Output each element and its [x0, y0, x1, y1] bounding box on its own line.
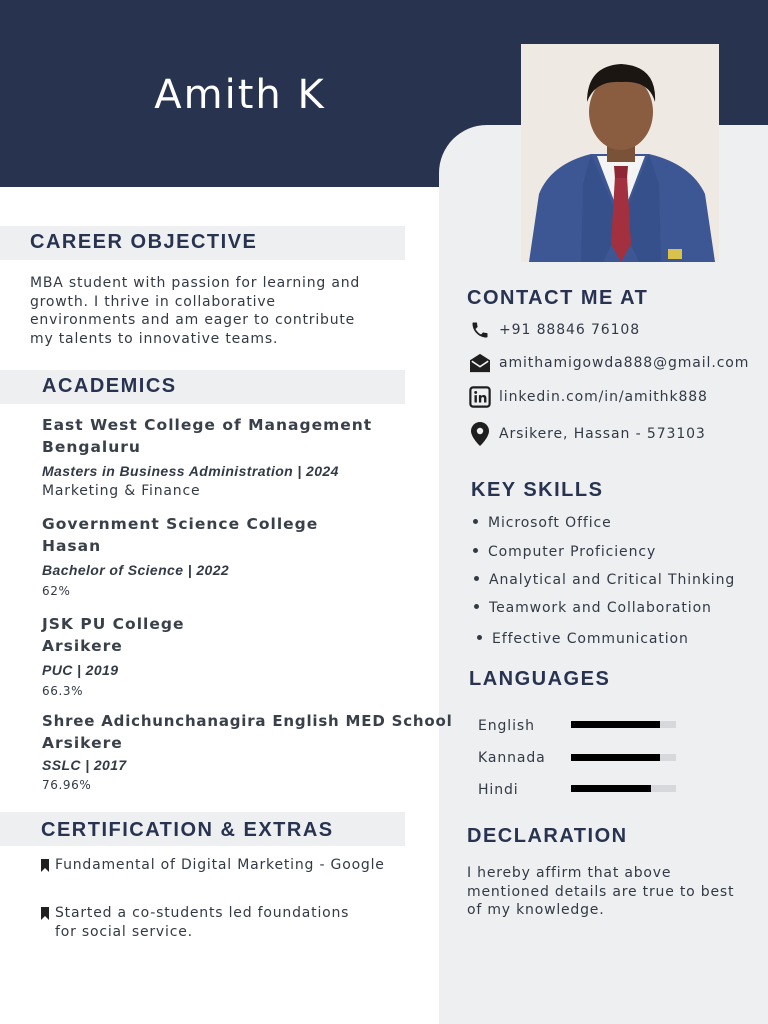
language-level-bar — [571, 785, 676, 792]
declaration-text: I hereby affirm that above mentioned details are true to best of my knowledge. — [467, 865, 735, 918]
phone-icon — [468, 319, 492, 341]
academic-detail: 76.96% — [42, 778, 92, 792]
academic-institution: East West College of Management — [42, 416, 373, 434]
skill-item — [477, 631, 689, 647]
academic-degree: Masters in Business Administration | 2024 — [42, 463, 339, 479]
linkedin-icon — [468, 386, 492, 408]
language-name: English — [478, 718, 535, 734]
academic-institution: Government Science College — [42, 515, 319, 533]
academic-location: Hasan — [42, 537, 102, 555]
language-level-fill — [571, 721, 660, 728]
bookmark-icon — [41, 859, 49, 872]
map-pin-icon — [468, 423, 492, 445]
phone-text: +91 88846 76108 — [499, 322, 641, 338]
language-level-fill — [571, 785, 651, 792]
bullet — [477, 635, 482, 640]
contact-linkedin[interactable] — [468, 386, 708, 408]
language-name: Hindi — [478, 782, 519, 798]
language-name: Kannada — [478, 750, 546, 766]
certification-text: Fundamental of Digital Marketing - Google — [55, 857, 385, 873]
bullet — [473, 548, 478, 553]
bullet — [473, 519, 478, 524]
bullet — [474, 576, 479, 581]
skill-text: Microsoft Office — [488, 515, 612, 531]
academic-degree: Bachelor of Science | 2022 — [42, 562, 230, 578]
skill-text: Teamwork and Collaboration — [489, 600, 712, 616]
language-level-bar — [571, 754, 676, 761]
career-objective-text: MBA student with passion for learning and growth. I thrive in collaborative environments and am eager to contribute my talents to innovative teams. — [30, 275, 361, 347]
contact-title: CONTACT ME AT — [467, 287, 649, 309]
academic-institution: JSK PU College — [42, 615, 185, 633]
envelope-icon — [468, 352, 492, 374]
academic-location: Bengaluru — [42, 438, 141, 456]
certification-text: Started a co-students led foundations for social service. — [55, 905, 350, 940]
contact-phone — [468, 319, 640, 341]
academic-location: Arsikere — [42, 637, 123, 655]
address-text: Arsikere, Hassan - 573103 — [499, 426, 706, 442]
academics-title: ACADEMICS — [42, 375, 177, 397]
certification-title: CERTIFICATION & EXTRAS — [41, 819, 334, 841]
career-objective-title: CAREER OBJECTIVE — [30, 231, 258, 253]
declaration-title: DECLARATION — [467, 825, 628, 847]
linkedin-link[interactable]: linkedin.com/in/amithk888 — [499, 389, 708, 405]
academic-detail: Marketing & Finance — [42, 483, 201, 499]
languages-title: LANGUAGES — [469, 668, 611, 690]
contact-address — [468, 423, 706, 445]
academic-detail: 62% — [42, 584, 71, 598]
bullet — [474, 604, 479, 609]
skill-text: Computer Proficiency — [488, 544, 657, 560]
language-level-fill — [571, 754, 660, 761]
academic-detail: 66.3% — [42, 684, 84, 698]
skill-text: Effective Communication — [492, 631, 689, 647]
skill-item — [474, 600, 712, 616]
skill-item — [473, 544, 656, 560]
language-level-bar — [571, 721, 676, 728]
academic-degree: PUC | 2019 — [42, 662, 119, 678]
profile-photo — [521, 44, 719, 262]
academic-degree: SSLC | 2017 — [42, 757, 127, 773]
contact-email[interactable] — [468, 352, 749, 374]
academic-location: Arsikere — [42, 734, 123, 752]
candidate-name: Amith K — [154, 72, 326, 118]
academic-institution: Shree Adichunchanagira English MED School — [42, 712, 453, 730]
skill-item — [473, 515, 612, 531]
skills-title: KEY SKILLS — [471, 479, 604, 501]
bookmark-icon — [41, 907, 49, 920]
skill-item — [474, 572, 735, 588]
skill-text: Analytical and Critical Thinking — [489, 572, 736, 588]
email-link[interactable]: amithamigowda888@gmail.com — [499, 355, 750, 371]
